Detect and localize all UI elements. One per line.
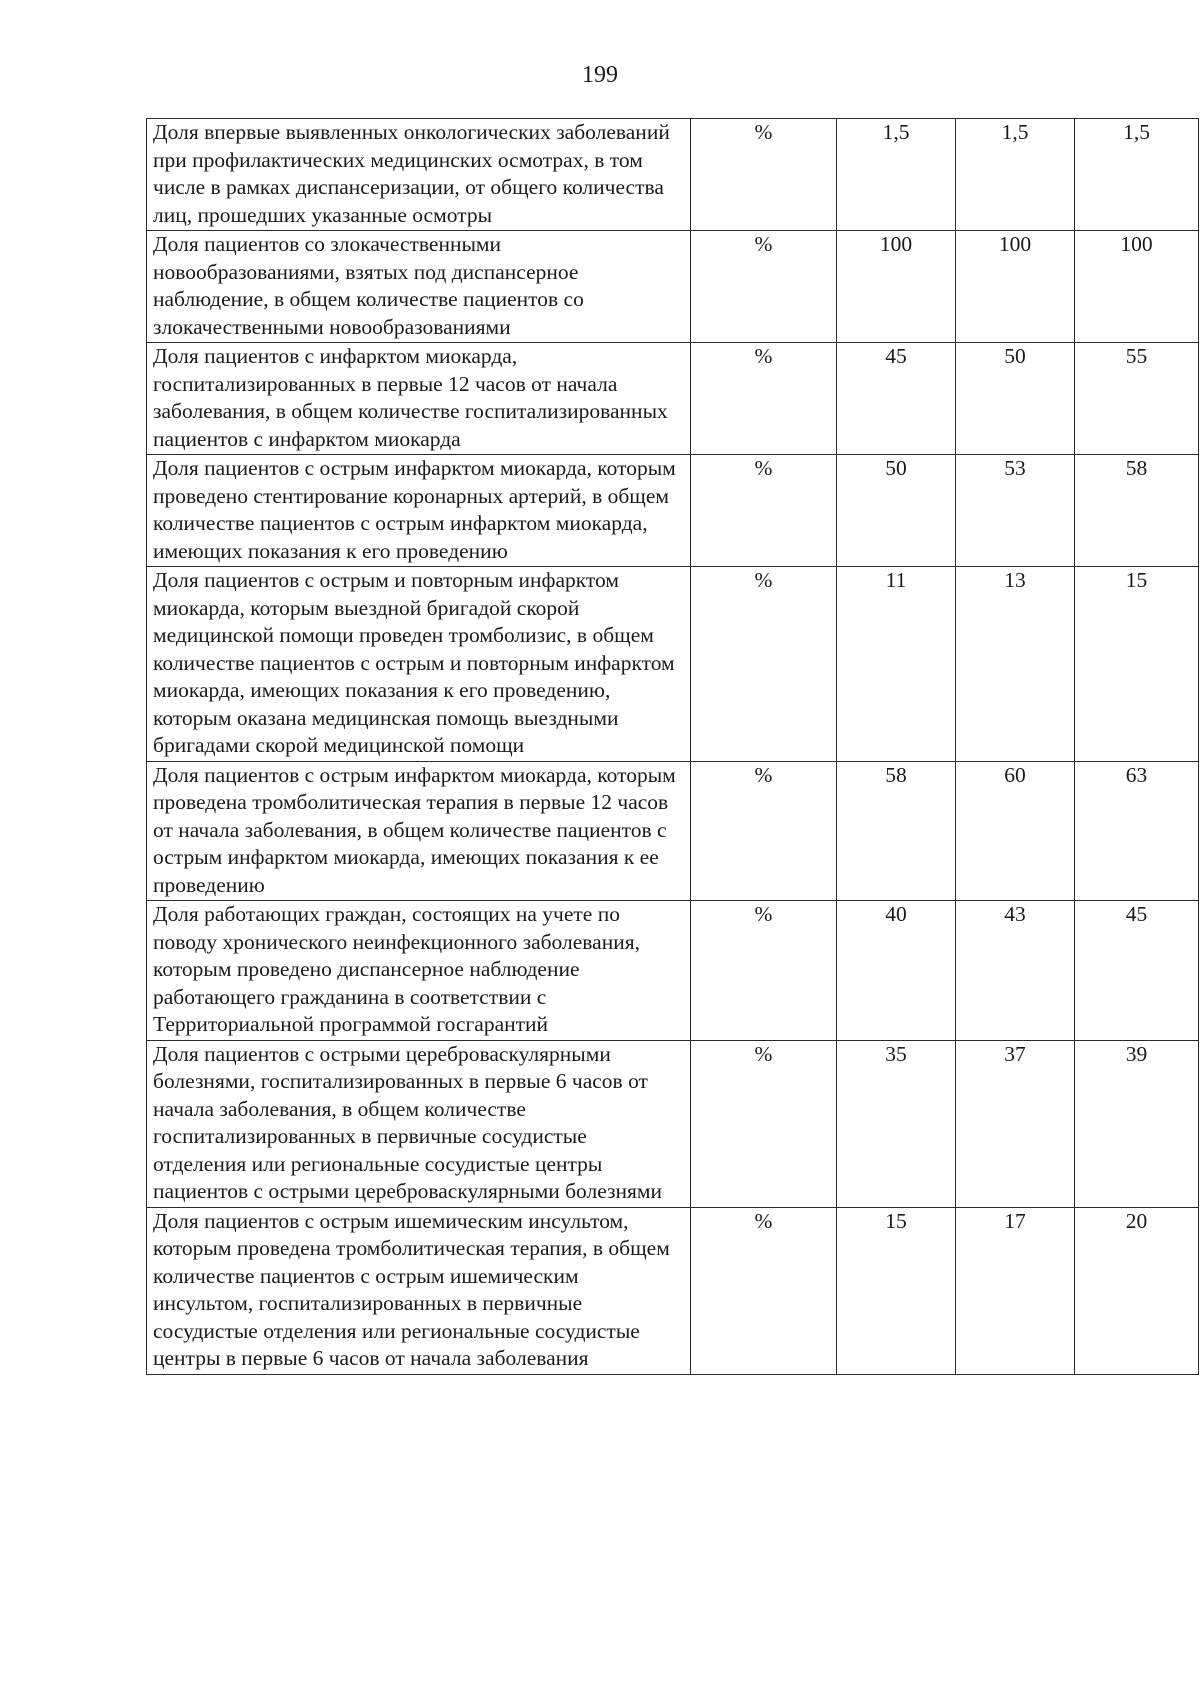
value-cell-3: 45 [1075, 901, 1199, 1041]
table-row [147, 455, 1199, 567]
value-cell-1: 35 [837, 1040, 956, 1207]
table-row [147, 343, 1199, 455]
value-cell-2: 53 [956, 455, 1075, 567]
table-row [147, 567, 1199, 762]
value-cell-2: 100 [956, 231, 1075, 343]
table-row [147, 119, 1199, 231]
value-cell-3: 63 [1075, 761, 1199, 901]
value-cell-1: 45 [837, 343, 956, 455]
unit-cell: % [691, 119, 837, 231]
table-row [147, 231, 1199, 343]
indicator-name-cell: Доля пациентов с острым инфарктом миокарда, которым проведена тромболитическая терапия в первые 12 часов от начала заболевания, в общем количестве пациентов с острым инфарктом миокарда, имеющих показания к ее проведению [147, 761, 691, 901]
value-cell-1: 100 [837, 231, 956, 343]
table-row [147, 761, 1199, 901]
value-cell-1: 40 [837, 901, 956, 1041]
value-cell-2: 37 [956, 1040, 1075, 1207]
indicator-name-cell: Доля пациентов с инфарктом миокарда, госпитализированных в первые 12 часов от начала заболевания, в общем количестве госпитализированных пациентов с инфарктом миокарда [147, 343, 691, 455]
unit-cell: % [691, 231, 837, 343]
value-cell-1: 1,5 [837, 119, 956, 231]
page-number: 199 [582, 62, 618, 88]
indicator-table [146, 118, 1199, 1375]
table-row [147, 1040, 1199, 1207]
table-row [147, 901, 1199, 1041]
unit-cell: % [691, 343, 837, 455]
value-cell-2: 50 [956, 343, 1075, 455]
value-cell-2: 60 [956, 761, 1075, 901]
value-cell-3: 58 [1075, 455, 1199, 567]
value-cell-1: 58 [837, 761, 956, 901]
indicator-name-cell: Доля впервые выявленных онкологических заболеваний при профилактических медицинских осмотрах, в том числе в рамках диспансеризации, от общего количества лиц, прошедших указанные осмотры [147, 119, 691, 231]
table-row [147, 1207, 1199, 1374]
value-cell-3: 100 [1075, 231, 1199, 343]
value-cell-3: 1,5 [1075, 119, 1199, 231]
value-cell-2: 13 [956, 567, 1075, 762]
indicator-name-cell: Доля пациентов с острым ишемическим инсультом, которым проведена тромболитическая терапия, в общем количестве пациентов с острым ишемическим инсультом, госпитализированных в первичные сосудистые отделения или региональные сосудистые центры в первые 6 часов от начала заболевания [147, 1207, 691, 1374]
value-cell-2: 17 [956, 1207, 1075, 1374]
unit-cell: % [691, 1040, 837, 1207]
unit-cell: % [691, 761, 837, 901]
value-cell-1: 50 [837, 455, 956, 567]
unit-cell: % [691, 455, 837, 567]
unit-cell: % [691, 1207, 837, 1374]
unit-cell: % [691, 901, 837, 1041]
value-cell-2: 1,5 [956, 119, 1075, 231]
indicator-name-cell: Доля пациентов со злокачественными новообразованиями, взятых под диспансерное наблюдение, в общем количестве пациентов со злокачественными новообразованиями [147, 231, 691, 343]
value-cell-2: 43 [956, 901, 1075, 1041]
value-cell-1: 15 [837, 1207, 956, 1374]
indicator-name-cell: Доля работающих граждан, состоящих на учете по поводу хронического неинфекционного заболевания, которым проведено диспансерное наблюдение работающего гражданина в соответствии с Территориальной программой госгарантий [147, 901, 691, 1041]
value-cell-3: 39 [1075, 1040, 1199, 1207]
indicator-name-cell: Доля пациентов с острым и повторным инфарктом миокарда, которым выездной бригадой скорой медицинской помощи проведен тромболизис, в общем количестве пациентов с острым и повторным инфарктом миокарда, имеющих показания к его проведению, которым оказана медицинская помощь выездными бригадами скорой медицинской помощи [147, 567, 691, 762]
unit-cell: % [691, 567, 837, 762]
indicator-name-cell: Доля пациентов с острыми цереброваскулярными болезнями, госпитализированных в первые 6 часов от начала заболевания, в общем количестве госпитализированных в первичные сосудистые отделения или региональные сосудистые центры пациентов с острыми цереброваскулярными болезнями [147, 1040, 691, 1207]
indicator-name-cell: Доля пациентов с острым инфарктом миокарда, которым проведено стентирование коронарных артерий, в общем количестве пациентов с острым инфарктом миокарда, имеющих показания к его проведению [147, 455, 691, 567]
value-cell-3: 15 [1075, 567, 1199, 762]
value-cell-3: 20 [1075, 1207, 1199, 1374]
value-cell-3: 55 [1075, 343, 1199, 455]
value-cell-1: 11 [837, 567, 956, 762]
indicator-table-body [147, 119, 1199, 1375]
